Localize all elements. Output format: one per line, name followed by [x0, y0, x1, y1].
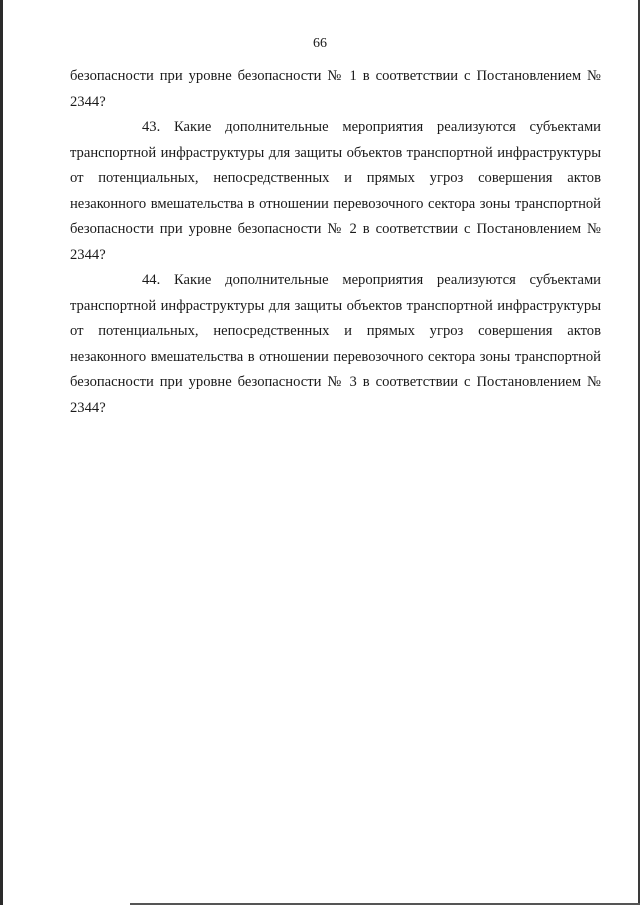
document-body: [70, 64, 601, 421]
question-43: [70, 115, 601, 268]
question-text: Какие дополнительные мероприятия реализуются субъектами транспортной инфраструктуры для защиты объектов транспортной инфраструктуры от потенциальных, непосредственных и прямых угроз совершения актов незаконного вмешательства в отношении перевозочного сектора зоны транспортной безопасности при уровне безопасности № 2 в соответствии с Постановлением № 2344?: [70, 119, 601, 263]
question-44: [70, 268, 601, 421]
question-number: 43.: [142, 119, 161, 135]
question-text: Какие дополнительные мероприятия реализуются субъектами транспортной инфраструктуры для защиты объектов транспортной инфраструктуры от потенциальных, непосредственных и прямых угроз совершения актов незаконного вмешательства в отношении перевозочного сектора зоны транспортной безопасности при уровне безопасности № 3 в соответствии с Постановлением № 2344?: [70, 272, 601, 416]
question-number: 44.: [142, 272, 161, 288]
page-number: 66: [313, 36, 327, 51]
paragraph-text: безопасности при уровне безопасности № 1 в соответствии с Постановлением № 2344?: [70, 68, 601, 110]
scan-edge-left: [0, 0, 3, 905]
paragraph-continuation: [70, 64, 601, 115]
